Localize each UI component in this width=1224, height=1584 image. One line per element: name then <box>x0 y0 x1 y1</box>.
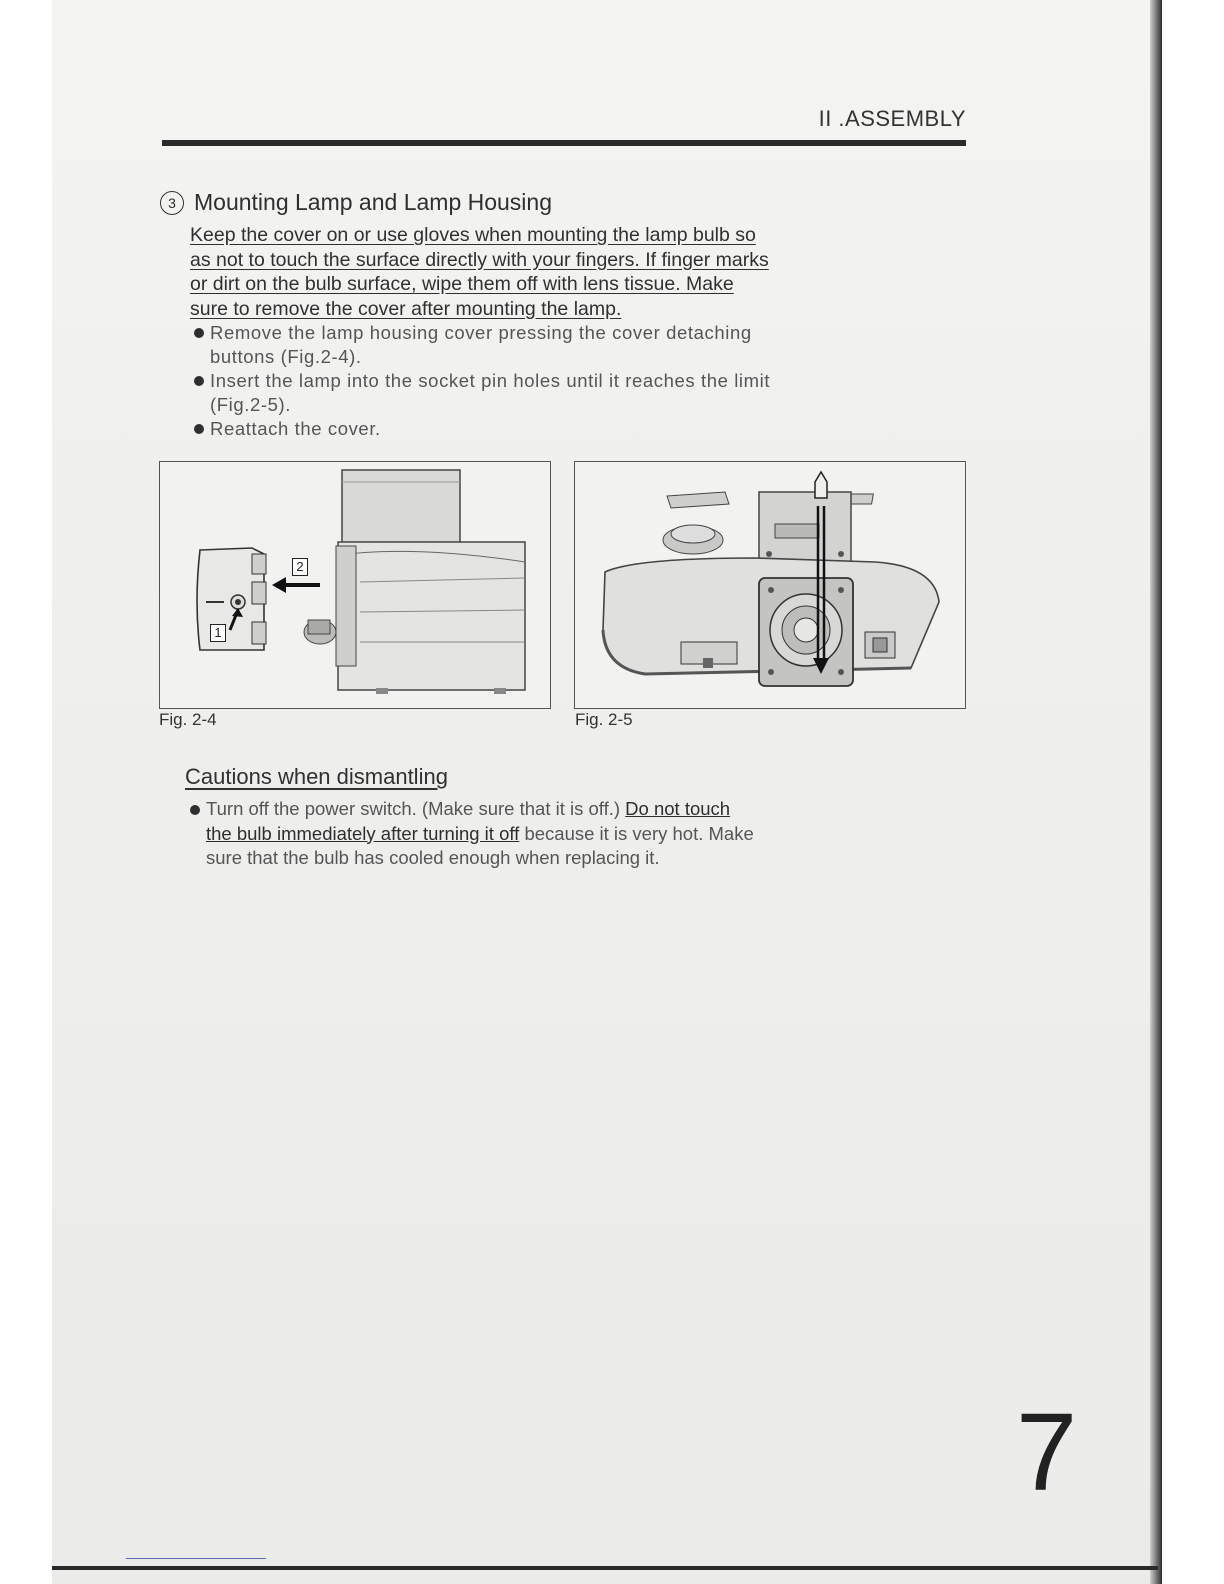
caution-emphasis: Do not touch <box>625 798 731 819</box>
page-bottom-edge <box>52 1566 1158 1570</box>
bullet-icon <box>194 376 204 386</box>
instruction-list <box>194 321 844 441</box>
warning-line: as not to touch the surface directly with your fingers. If finger marks <box>190 248 769 271</box>
warning-line: sure to remove the cover after mounting the lamp. <box>190 297 622 320</box>
callout-1: 1 <box>210 624 226 642</box>
section-header: II .ASSEMBLY <box>818 106 966 131</box>
bullet-icon <box>190 805 200 815</box>
step-title-text: Mounting Lamp and Lamp Housing <box>194 189 553 215</box>
warning-paragraph <box>190 223 840 321</box>
caution-emphasis: the bulb immediately after turning it off <box>206 822 520 844</box>
lamp-housing-cover-illustration <box>160 462 550 708</box>
caution-item <box>190 797 850 871</box>
warning-line: or dirt on the bulb surface, wipe them off with lens tissue. Make <box>190 273 734 295</box>
instruction-item <box>194 369 844 417</box>
figure-caption: Fig. 2-4 <box>159 710 217 729</box>
lamp-insertion-illustration <box>575 462 965 708</box>
instruction-item <box>194 321 844 369</box>
instruction-text: buttons (Fig.2-4). <box>210 346 362 367</box>
figure-caption: Fig. 2-5 <box>575 710 633 729</box>
instruction-item <box>194 417 844 441</box>
instruction-text: Insert the lamp into the socket pin holes until it reaches the limit <box>210 370 771 391</box>
bullet-icon <box>194 328 204 338</box>
page-number: 7 <box>1016 1391 1078 1514</box>
cautions-title: Cautions when dismantling <box>185 764 448 789</box>
page-fold-shadow <box>1150 0 1162 1584</box>
scan-margin-left <box>0 0 52 1584</box>
scan-margin-right <box>1162 0 1224 1584</box>
caution-text: sure that the bulb has cooled enough when replacing it. <box>206 847 660 868</box>
warning-line: Keep the cover on or use gloves when mounting the lamp bulb so <box>190 224 756 246</box>
step-title <box>160 189 552 216</box>
callout-2: 2 <box>292 558 308 576</box>
instruction-text: (Fig.2-5). <box>210 394 292 415</box>
caution-text: Turn off the power switch. (Make sure that it is off.) <box>206 798 626 819</box>
instruction-text: Reattach the cover. <box>210 418 381 439</box>
bullet-icon <box>194 424 204 434</box>
cautions-paragraph <box>190 797 850 871</box>
scan-artifact-line <box>126 1558 266 1559</box>
figure-2-5 <box>574 461 966 709</box>
instruction-text: Remove the lamp housing cover pressing the cover detaching <box>210 322 752 343</box>
step-number: 3 <box>160 191 184 215</box>
figure-2-4 <box>159 461 551 709</box>
caution-text: because it is very hot. Make <box>519 822 754 844</box>
header-rule <box>162 140 966 146</box>
